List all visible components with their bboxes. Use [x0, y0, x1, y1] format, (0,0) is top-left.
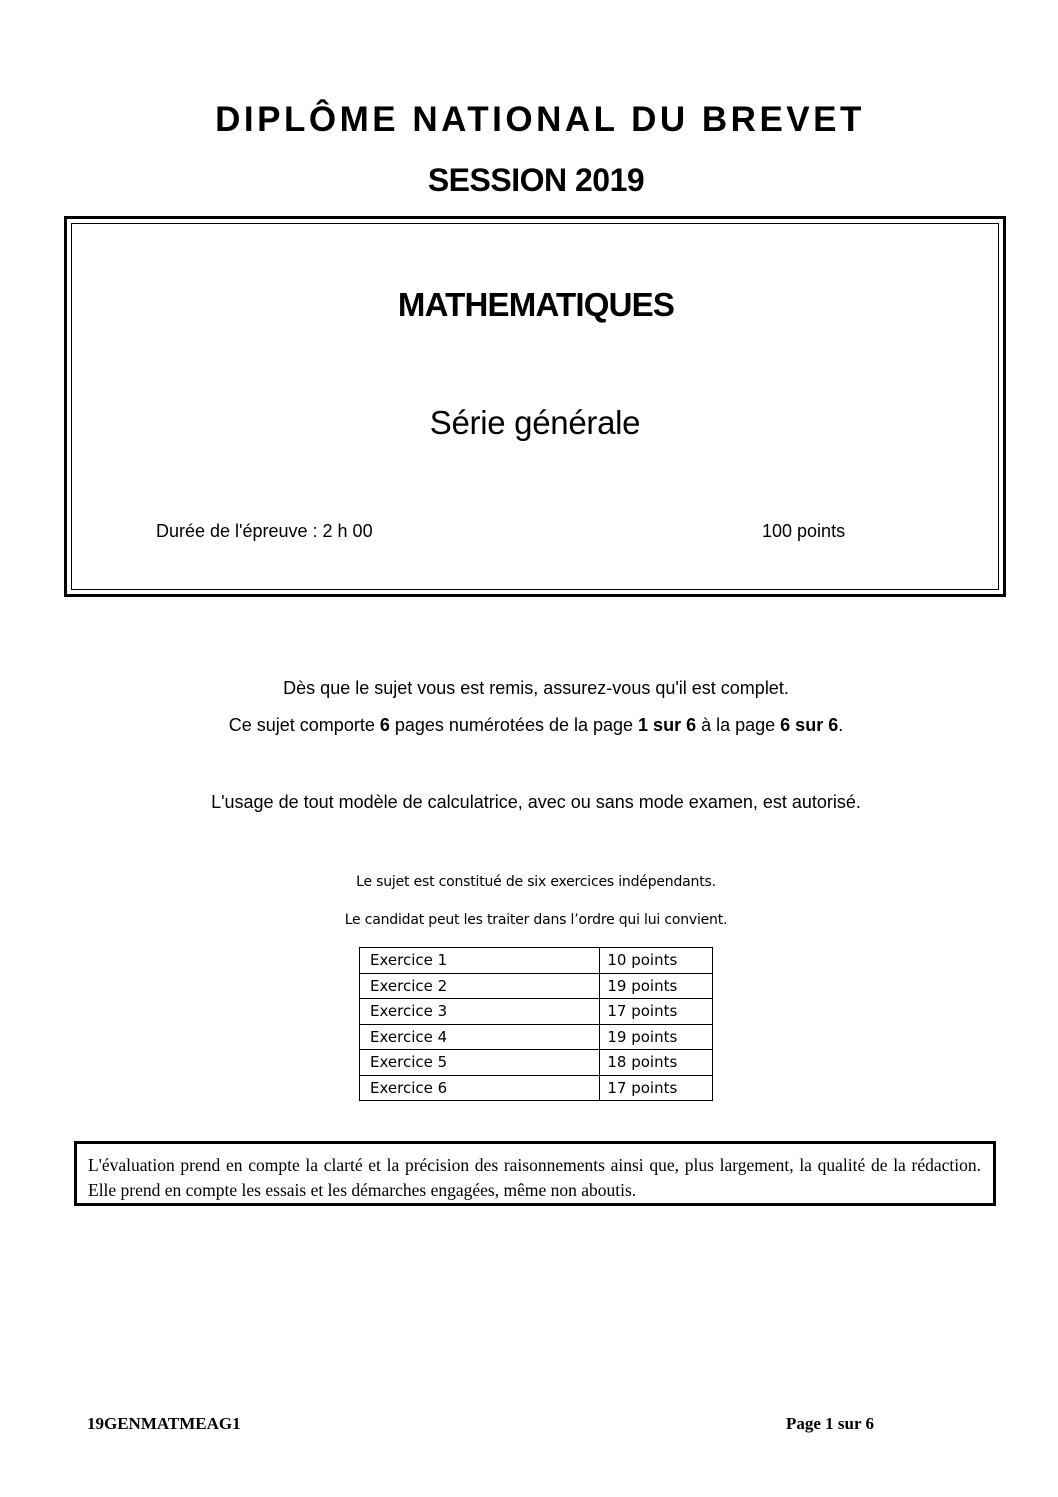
table-row: [360, 1024, 713, 1050]
last-page-ref: 6 sur 6: [780, 715, 839, 735]
exercise-points: 17 points: [600, 999, 713, 1025]
first-page-ref: 1 sur 6: [638, 715, 697, 735]
exercise-points: 19 points: [600, 1024, 713, 1050]
table-row: [360, 999, 713, 1025]
instruction-calculator: L'usage de tout modèle de calculatrice, avec ou sans mode examen, est autorisé.: [211, 792, 861, 812]
session-title: SESSION 2019: [427, 162, 645, 198]
exercise-name: Exercice 1: [360, 948, 600, 974]
exercise-points-table: [359, 947, 713, 1101]
instruction-completeness: Dès que le sujet vous est remis, assurez-vous qu'il est complet.: [283, 678, 789, 698]
instruction-text: à la page: [696, 715, 781, 735]
page-count: 6: [379, 715, 390, 735]
exam-title: DIPLÔME NATIONAL DU BREVET: [215, 100, 865, 139]
exercise-points: 19 points: [600, 973, 713, 999]
total-points: 100 points: [762, 521, 846, 541]
exercise-points: 18 points: [600, 1050, 713, 1076]
instruction-page-count: [0, 713, 1058, 737]
instruction-text: Ce sujet comporte: [228, 715, 380, 735]
exercise-name: Exercice 3: [360, 999, 600, 1025]
table-row: [360, 973, 713, 999]
table-row: [360, 948, 713, 974]
table-row: [360, 1050, 713, 1076]
subject-title: MATHEMATIQUES: [397, 286, 675, 323]
evaluation-note: L'évaluation prend en compte la clarté et la précision des raisonnements ainsi que, plus largement, la qualité de la rédaction. Elle prend en compte les essais et les démarches engagées, même non aboutis.: [74, 1141, 996, 1206]
exercise-name: Exercice 2: [360, 973, 600, 999]
subject-code: 19GENMATMEAG1: [87, 1414, 241, 1433]
series-title: Série générale: [429, 404, 641, 441]
instruction-text: pages numérotées de la page: [389, 715, 639, 735]
table-row: [360, 1075, 713, 1101]
exercise-points: 17 points: [600, 1075, 713, 1101]
exam-duration: Durée de l'épreuve : 2 h 00: [156, 521, 373, 541]
note-order: Le candidat peut les traiter dans l’ordre qui lui convient.: [344, 912, 728, 928]
exercise-name: Exercice 4: [360, 1024, 600, 1050]
page-number: Page 1 sur 6: [786, 1414, 874, 1433]
exercise-name: Exercice 5: [360, 1050, 600, 1076]
exercise-name: Exercice 6: [360, 1075, 600, 1101]
note-independent-exercises: Le sujet est constitué de six exercices indépendants.: [356, 874, 716, 890]
instruction-text: .: [838, 715, 844, 735]
exercise-points: 10 points: [600, 948, 713, 974]
